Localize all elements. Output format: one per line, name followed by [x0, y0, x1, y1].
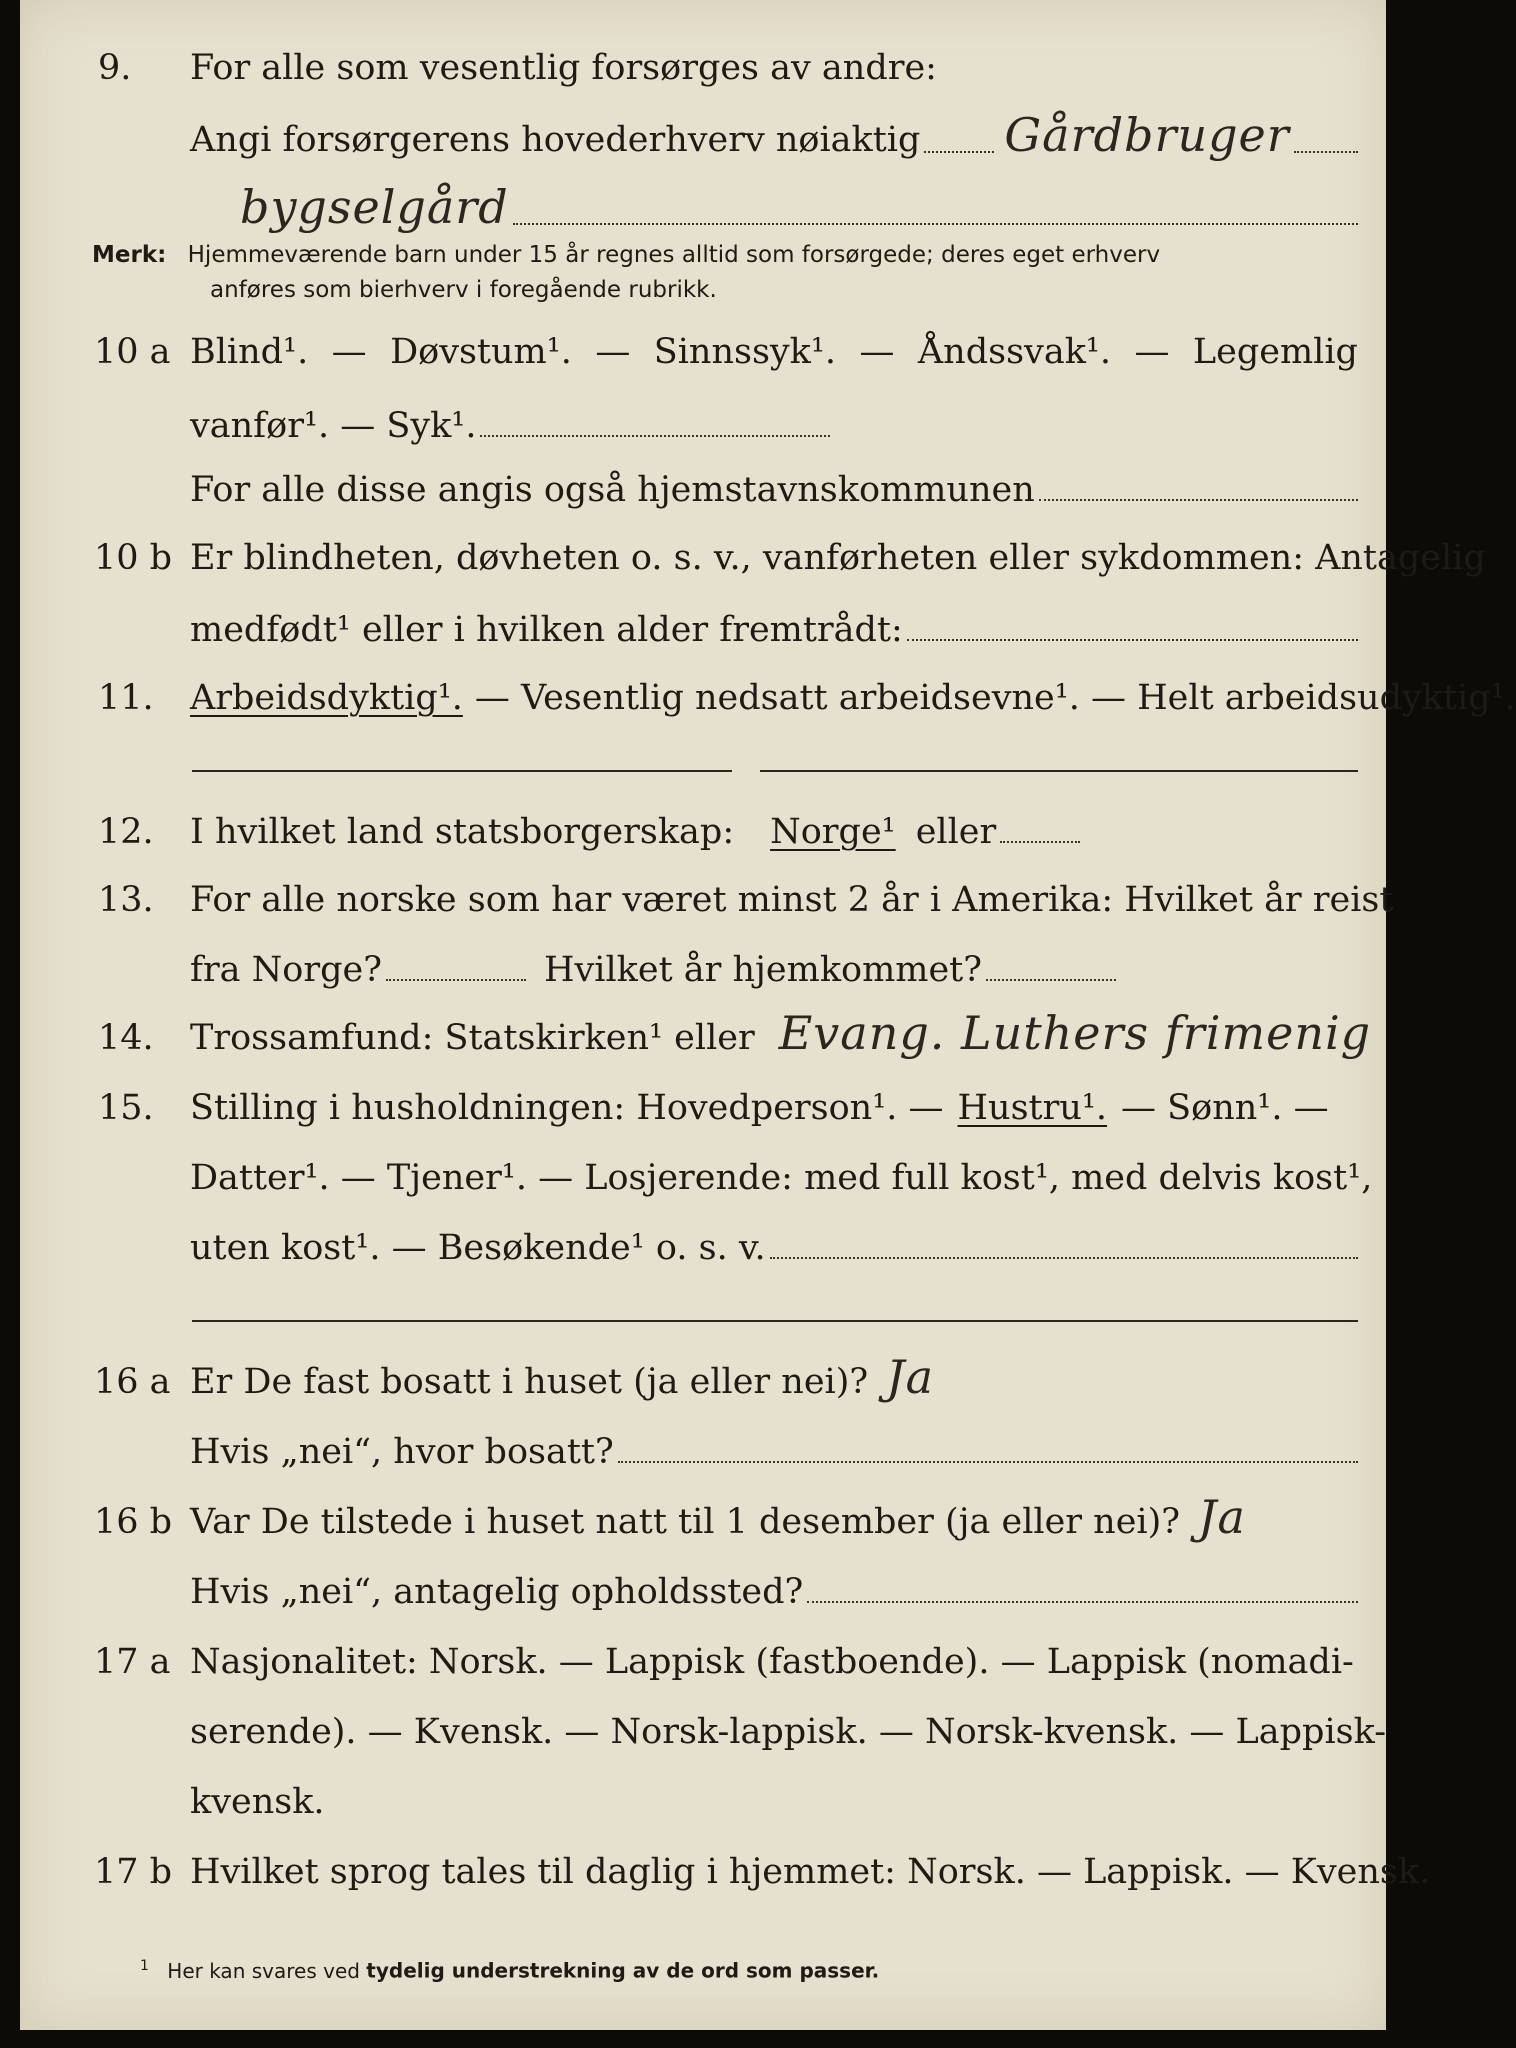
q9-text-line1: For alle som vesentlig forsørges av andre: [190, 48, 937, 88]
q9-number: 9. [98, 48, 132, 88]
q17b-text-line1: Hvilket sprog tales til daglig i hjemmet: Norsk. — Lappisk. — Kvensk. [190, 1852, 1431, 1892]
q11-number: 11. [98, 678, 154, 718]
q10b-row2 [20, 610, 1386, 662]
q16a-answer[interactable]: Ja [886, 1350, 935, 1404]
q10a-opt-insane: Sinnssyk¹. [653, 332, 837, 372]
q10b-text-line1: Er blindheten, døvheten o. s. v., vanførheten eller sykdommen: Antagelig [190, 538, 1486, 578]
q17b-row [20, 1852, 1431, 1904]
q17b-number: 17 b [94, 1852, 173, 1892]
q12-row [20, 812, 1386, 864]
q13-text-returned: Hvilket år hjemkommet? [544, 950, 983, 990]
q10a-text-line2: vanfør¹. — Syk¹. [190, 406, 477, 446]
q11-opt-able: Arbeidsdyktig¹. [190, 678, 463, 718]
q17a-text-line3: kvensk. [190, 1782, 325, 1822]
q16a-row2 [20, 1432, 1386, 1484]
q16a-text-line2: Hvis „nei“, hvor bosatt? [190, 1432, 614, 1472]
q13-number: 13. [98, 880, 154, 920]
q13-row [20, 880, 1394, 932]
q14-answer-faith[interactable]: Evang. Luthers frimenig [778, 1006, 1372, 1060]
q10a-row [20, 332, 1386, 384]
dash: — [1134, 332, 1170, 372]
q15-opt-wife: Hustru¹. [957, 1088, 1108, 1128]
footnote [140, 1958, 879, 1983]
q11-row [20, 678, 1516, 730]
footnote-mark: 1 [140, 1958, 149, 1974]
q14-row [20, 1006, 1386, 1070]
q15-row3 [20, 1228, 1386, 1280]
q10b-number: 10 b [94, 538, 173, 578]
q13-text-left-from: fra Norge? [190, 950, 382, 990]
q17a-text-line2: serende). — Kvensk. — Norsk-lappisk. — Norsk-kvensk. — Lappisk- [190, 1712, 1387, 1752]
q16b-text-line2: Hvis „nei“, antagelig opholdssted? [190, 1572, 804, 1612]
dash: — [859, 332, 895, 372]
q15-number: 15. [98, 1088, 154, 1128]
q13-row2 [20, 950, 1386, 1002]
q17a-row3 [20, 1782, 1386, 1834]
q16b-number: 16 b [94, 1502, 173, 1542]
note-text-line2: anføres som bierhverv i foregående rubrikk. [210, 277, 717, 303]
dash: — [331, 332, 367, 372]
q16a-text-line1: Er De fast bosatt i huset (ja eller nei)? [190, 1362, 869, 1402]
q10a-number: 10 a [94, 332, 171, 372]
q11-rule-right [760, 770, 1358, 772]
q16b-text-line1: Var De tilstede i huset natt til 1 desember (ja eller nei)? [190, 1502, 1181, 1542]
q15-text-line1a: Stilling i husholdningen: Hovedperson¹. — [190, 1088, 944, 1128]
q14-number: 14. [98, 1018, 154, 1058]
q17a-text-line1: Nasjonalitet: Norsk. — Lappisk (fastboende). — Lappisk (nomadi- [190, 1642, 1354, 1682]
dash: — [595, 332, 631, 372]
q12-opt-norway: Norge¹ [770, 812, 896, 852]
note-label: Merk: [92, 242, 167, 268]
q9-answer-farm[interactable]: bygselgård [240, 180, 509, 234]
note-row2 [210, 277, 717, 303]
q12-text: I hvilket land statsborgerskap: [190, 812, 735, 852]
q13-text-line1: For alle norske som har været minst 2 år i Amerika: Hvilket år reist [190, 880, 1394, 920]
q16a-number: 16 a [94, 1362, 171, 1402]
footnote-bold-text: tydelig understrekning av de ord som passer. [366, 1958, 880, 1983]
q11-rule-left [192, 770, 732, 772]
q12-number: 12. [98, 812, 154, 852]
q16a-row [20, 1350, 1386, 1414]
census-form-page [20, 0, 1516, 2030]
q15-row2 [20, 1158, 1386, 1210]
q15-rule [192, 1320, 1358, 1322]
note-text-line1: Hjemmeværende barn under 15 år regnes alltid som forsørgede; deres eget erhverv [187, 242, 1161, 268]
q10a-opt-physical: Legemlig [1192, 332, 1358, 372]
q9-row2 [20, 108, 1386, 172]
q10a-opt-blind: Blind¹. [190, 332, 309, 372]
q16b-row [20, 1490, 1386, 1554]
q10a-opt-deafmute: Døvstum¹. [390, 332, 572, 372]
q9-row [20, 48, 1386, 100]
q9-answer-occupation[interactable]: Gårdbruger [1004, 108, 1290, 162]
q14-text: Trossamfund: Statskirken¹ eller [190, 1018, 755, 1058]
q17a-row [20, 1642, 1386, 1694]
q15-text-line2: Datter¹. — Tjener¹. — Losjerende: med full kost¹, med delvis kost¹, [190, 1158, 1373, 1198]
q12-text-or: eller [915, 812, 997, 852]
q11-text-rest: — Vesentlig nedsatt arbeidsevne¹. — Helt arbeidsudyktig¹. [474, 678, 1516, 718]
q15-row [20, 1088, 1386, 1140]
note-row1 [92, 242, 1160, 268]
q15-text-line1b: — Sønn¹. — [1121, 1088, 1329, 1128]
q10a-opt-feebleminded: Åndssvak¹. [917, 332, 1112, 372]
q10b-text-line2: medfødt¹ eller i hvilken alder fremtrådt: [190, 610, 903, 650]
q16b-row2 [20, 1572, 1386, 1624]
q10b-row [20, 538, 1486, 590]
q9-text-line2: Angi forsørgerens hovederhverv nøiaktig [190, 120, 921, 160]
q10a-row3 [20, 470, 1386, 522]
q17a-row2 [20, 1712, 1386, 1764]
q16b-answer[interactable]: Ja [1198, 1490, 1246, 1544]
q17a-number: 17 a [94, 1642, 171, 1682]
footnote-text: Her kan svares ved [167, 1958, 360, 1983]
q10a-text-line3: For alle disse angis også hjemstavnskommunen [190, 470, 1035, 510]
q15-text-line3: uten kost¹. — Besøkende¹ o. s. v. [190, 1228, 766, 1268]
q9-row3 [20, 180, 1386, 232]
q10a-row2 [20, 406, 1386, 458]
